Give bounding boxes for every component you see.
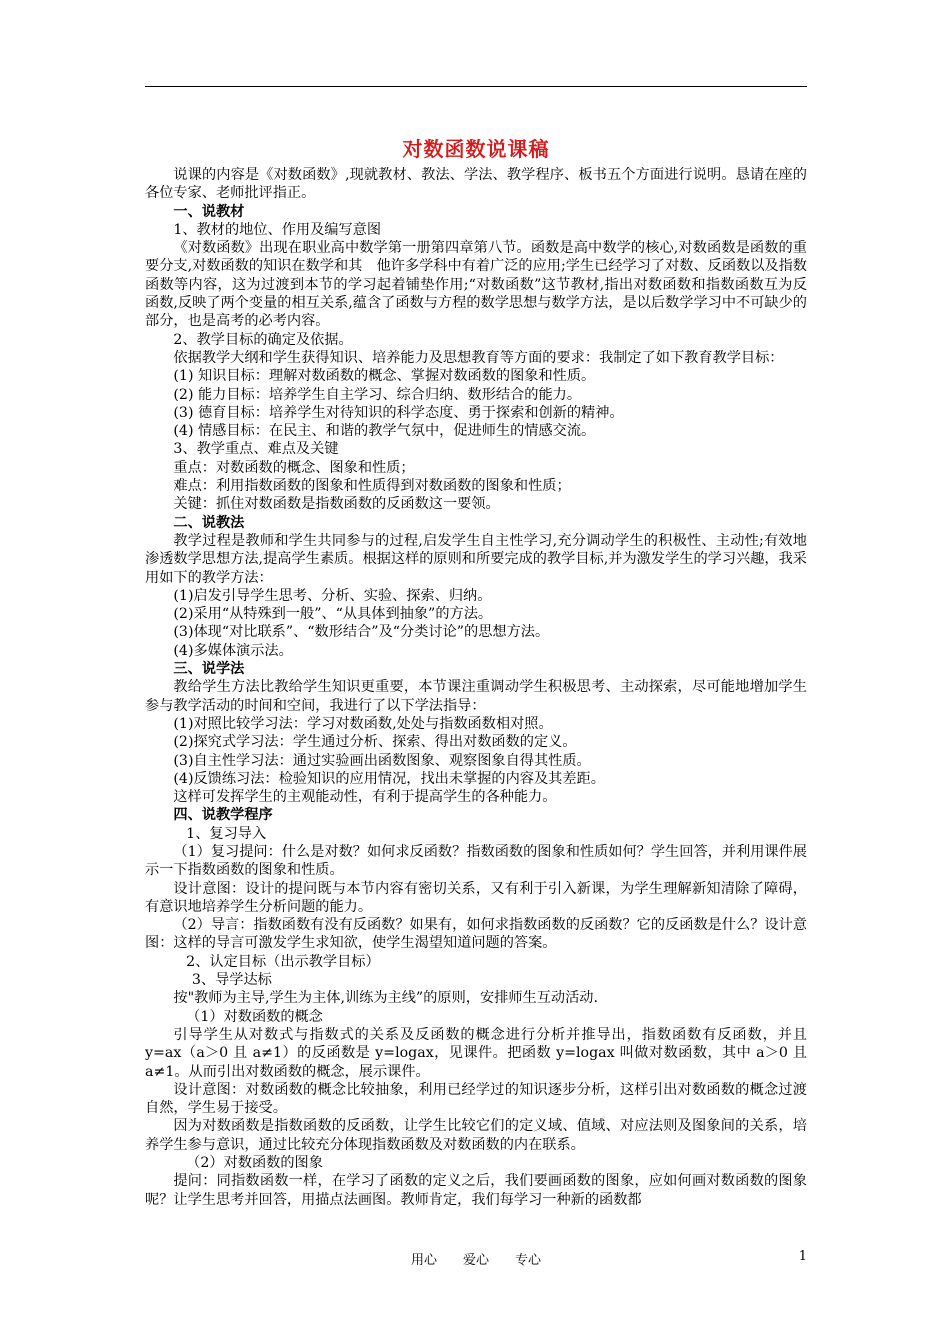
paragraph: (1) 知识目标：理解对数函数的概念、掌握对数函数的图象和性质。 <box>173 368 596 385</box>
paragraph: 设计意图：设计的提问既与本节内容有密切关系，又有利于引入新课，为学生理解新知清除了障碍，有意识地培养学生分析问题的能力。 <box>145 880 807 915</box>
paragraph: 说课的内容是《对数函数》,现就教材、教法、学法、教学程序、板书五个方面进行说明。恳请在座的各位专家、老师批评指正。 <box>145 167 807 202</box>
paragraph: 难点：利用指数函数的图象和性质得到对数函数的图象和性质； <box>173 478 571 495</box>
paragraph: (4) 情感目标：在民主、和谐的教学气氛中，促进师生的情感交流。 <box>173 423 596 440</box>
document-body <box>145 166 807 1209</box>
paragraph: 引导学生从对数式与指数式的关系及反函数的概念进行分析并推导出，指数函数有反函数，并且 y=ax（a＞0 且 a≠1）的反函数是 y=logax，见课件。把函数 y=logax 叫做对数函数，其中 a＞0 且 a≠1。从而引出对数函数的概念，展示课件。 <box>145 1026 807 1080</box>
page-footer: 用心 爱心 专心 <box>410 1253 541 1268</box>
paragraph: 2、教学目标的确定及依据。 <box>173 331 353 348</box>
paragraph: (3) 德育目标：培养学生对待知识的科学态度、勇于探索和创新的精神。 <box>173 404 624 421</box>
paragraph: (2)采用“从特殊到一般”、“从具体到抽象”的方法。 <box>173 606 493 623</box>
section-heading: 四、说教学程序 <box>173 807 273 824</box>
paragraph: 因为对数函数是指数函数的反函数，让学生比较它们的定义域、值域、对应法则及图象间的关系，培养学生参与意识，通过比较充分体现指数函数及对数函数的内在联系。 <box>145 1118 807 1153</box>
section-heading: 一、说教材 <box>173 203 245 220</box>
paragraph: 2、认定目标（出示教学目标） <box>186 953 380 970</box>
paragraph: 3、教学重点、难点及关键 <box>173 441 339 458</box>
paragraph: (1)启发引导学生思考、分析、实验、探索、归纳。 <box>173 587 492 604</box>
paragraph: 教学过程是教师和学生共同参与的过程,启发学生自主性学习,充分调动学生的积极性、主动性;有效地渗透数学思想方法,提高学生素质。根据这样的原则和所要完成的教学目标,并为激发学生的学习兴趣，我采用如下的教学方法： <box>145 532 807 586</box>
paragraph: （2）对数函数的图象 <box>186 1155 323 1172</box>
paragraph: （1）复习提问：什么是对数？如何求反函数？指数函数的图象和性质如何？学生回答，并利用课件展示一下指数函数的图象和性质。 <box>145 843 807 879</box>
paragraph: 依据教学大纲和学生获得知识、培养能力及思想教育等方面的要求：我制定了如下教育教学目标： <box>173 349 784 366</box>
document-title: 对数函数说课稿 <box>402 137 550 161</box>
paragraph: (2)探究式学习法：学生通过分析、探索、得出对数函数的定义。 <box>173 734 577 751</box>
paragraph: 1、教材的地位、作用及编写意图 <box>173 221 382 238</box>
paragraph: 关键：抓住对数函数是指数函数的反函数这一要领。 <box>173 496 500 513</box>
paragraph: （2）导言：指数函数有没有反函数？如果有，如何求指数函数的反函数？它的反函数是什么？设计意图：这样的导言可激发学生求知欲，使学生渴望知道问题的答案。 <box>145 917 807 952</box>
paragraph: (4)反馈练习法：检验知识的应用情况，找出未掌握的内容及其差距。 <box>173 770 605 787</box>
section-heading: 三、说学法 <box>173 661 245 678</box>
paragraph: (3)体现“对比联系”、“数形结合”及“分类讨论”的思想方法。 <box>173 624 550 641</box>
paragraph: 3、导学达标 <box>191 972 272 989</box>
paragraph: 重点：对数函数的概念、图象和性质； <box>173 459 415 476</box>
paragraph: 设计意图：对数函数的概念比较抽象，利用已经学过的知识逐步分析，这样引出对数函数的概念过渡自然，学生易于接受。 <box>145 1081 807 1117</box>
paragraph: 《对数函数》出现在职业高中数学第一册第四章第八节。函数是高中数学的核心,对数函数是函数的重要分支,对数函数的知识在数学和其 他许多学科中有着广泛的应用;学生已经学习了对数、反函数以及指数函数等内容，这为过渡到本节的学习起着铺垫作用;“对数函数”这节教材,指出对数函数和指数函数互为反函数,反映了两个变量的相互关系,蕴含了函数与方程的数学思想与数学方法，是以后数学学习中不可缺少的部分，也是高考的必考内容。 <box>145 240 807 330</box>
paragraph: (4)多媒体演示法。 <box>173 642 293 659</box>
paragraph: 提问：同指数函数一样，在学习了函数的定义之后，我们要画函数的图象，应如何画对数函数的图象呢？让学生思考并回答，用描点法画图。教师肯定，我们每学习一种新的函数都 <box>145 1173 807 1208</box>
page-number: 1 <box>798 1249 807 1264</box>
section-heading: 二、说教法 <box>173 514 245 531</box>
paragraph: (3)自主性学习法：通过实验画出函数图象、观察图象自得其性质。 <box>173 752 591 769</box>
paragraph: 按"教师为主导,学生为主体,训练为主线”的原则，安排师生互动活动. <box>173 990 598 1007</box>
header-rule <box>145 86 807 87</box>
paragraph: 1、复习导入 <box>186 825 267 842</box>
paragraph: (1)对照比较学习法：学习对数函数,处处与指数函数相对照。 <box>173 715 553 732</box>
paragraph: 教给学生方法比教给学生知识更重要，本节课注重调动学生积极思考、主动探索，尽可能地增加学生参与教学活动的时间和空间，我进行了以下学法指导： <box>145 679 807 714</box>
paragraph: 这样可发挥学生的主观能动性，有利于提高学生的各种能力。 <box>173 789 557 806</box>
paragraph: （1）对数函数的概念 <box>186 1008 323 1025</box>
paragraph: (2) 能力目标：培养学生自主学习、综合归纳、数形结合的能力。 <box>173 386 582 403</box>
